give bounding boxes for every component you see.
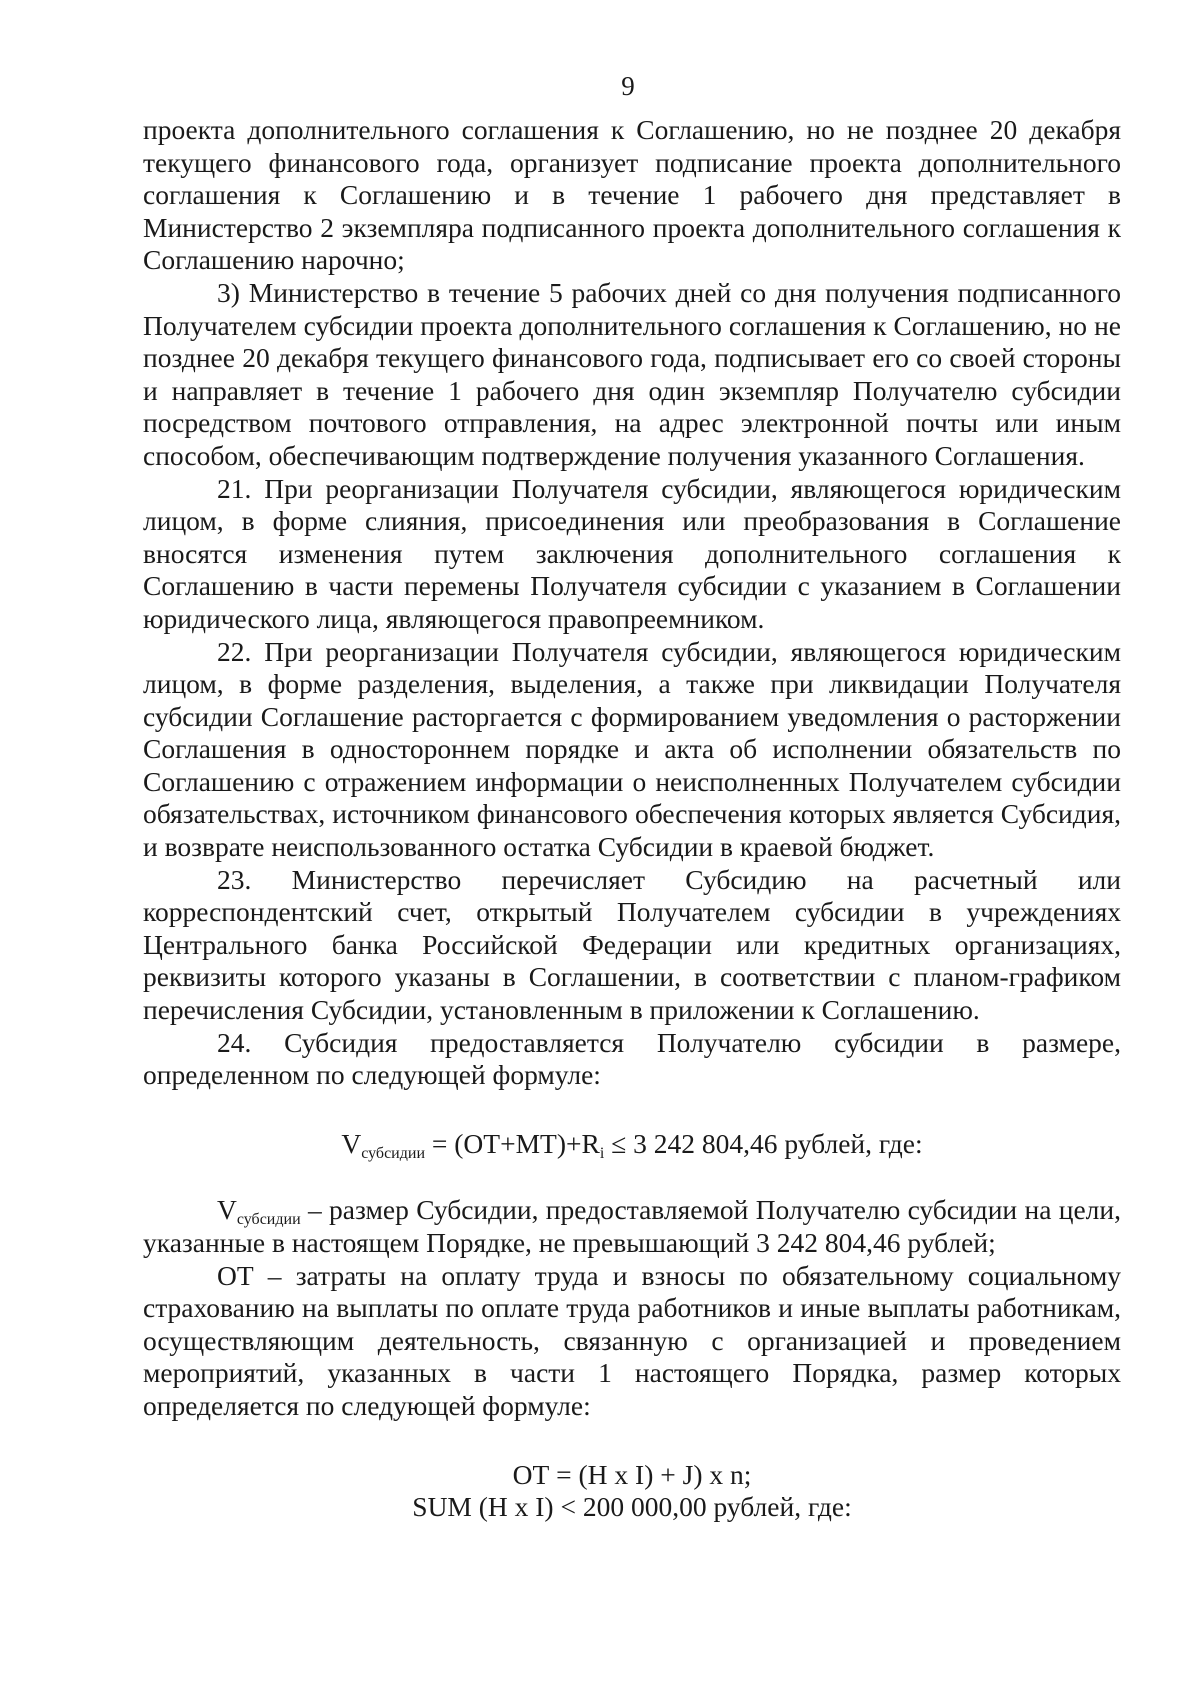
page-number: 9 (621, 71, 635, 101)
paragraph-22: 22. При реорганизации Получателя субсидии, являющегося юридическим лицом, в форме разделения, выделения, а также при ликвидации Получателя субсидии Соглашение расторгается с формированием уведомления о расторжении Соглашения в одностороннем порядке и акта об исполнении обязательств по Соглашению с отражением информации о неисполненных Получателем субсидии обязательствах, источником финансового обеспечения которых является Субсидия, и возврате неиспользованного остатка Субсидии в краевой бюджет. (143, 635, 1121, 863)
definition-v-subscript: субсидии (236, 1211, 301, 1229)
definition-v-text: – размер Субсидии, предоставляемой Получателю субсидии на цели, указанные в настоящем Порядке, не превышающий 3 242 804,46 рублей; (143, 1194, 1121, 1258)
formula-part-a: = (ОТ+МТ)+R (425, 1127, 600, 1159)
formula-part-b: ≤ 3 242 804,46 рублей, где: (604, 1127, 923, 1159)
definition-v-letter: V (217, 1194, 237, 1226)
formula-v-subscript: субсидии (361, 1144, 425, 1162)
ot-formula-line-2: SUM (Н х I) < 200 000,00 рублей, где: (412, 1491, 852, 1523)
definition-ot: ОТ – затраты на оплату труда и взносы по обязательному социальному страхованию на выплаты по оплате труда работников и иные выплаты работникам, осуществляющим деятельность, связанную с организацией и проведением мероприятий, указанных в части 1 настоящего Порядка, размер которых определяется по следующей формуле: (143, 1259, 1121, 1421)
formula-r-subscript: i (599, 1144, 605, 1162)
document-body (143, 114, 1121, 1524)
definition-v-subsidy (143, 1194, 1121, 1259)
paragraph-21: 21. При реорганизации Получателя субсидии, являющегося юридическим лицом, в форме слияния, присоединения или преобразования в Соглашение вносятся изменения путем заключения дополнительного соглашения к Соглашению в части перемены Получателя субсидии с указанием в Соглашении юридического лица, являющегося правопреемником. (143, 472, 1121, 634)
paragraph-item-3: 3) Министерство в течение 5 рабочих дней со дня получения подписанного Получателем субсидии проекта дополнительного соглашения к Соглашению, но не позднее 20 декабря текущего финансового года, подписывает его со своей стороны и направляет в течение 1 рабочего дня один экземпляр Получателю субсидии посредством почтового отправления, на адрес электронной почты или иным способом, обеспечивающим подтверждение получения указанного Соглашения. (143, 276, 1121, 471)
paragraph-23: 23. Министерство перечисляет Субсидию на расчетный или корреспондентский счет, открытый Получателем субсидии в учреждениях Центрального банка Российской Федерации или кредитных организациях, реквизиты которого указаны в Соглашении, в соответствии с планом-графиком перечисления Субсидии, установленным в приложении к Соглашению. (143, 863, 1121, 1026)
ot-formula-line-1: ОТ = (Н х I) + J) х n; (512, 1458, 752, 1490)
formula-v-letter: V (341, 1127, 362, 1159)
paragraph-continuation: проекта дополнительного соглашения к Соглашению, но не позднее 20 декабря текущего финансового года, организует подписание проекта дополнительного соглашения к Соглашению и в течение 1 рабочего дня представляет в Министерство 2 экземпляра подписанного проекта дополнительного соглашения к Соглашению нарочно; (143, 114, 1121, 276)
subsidy-formula (143, 1128, 1121, 1161)
paragraph-24: 24. Субсидия предоставляется Получателю субсидии в размере, определенном по следующей формуле: (143, 1026, 1121, 1091)
